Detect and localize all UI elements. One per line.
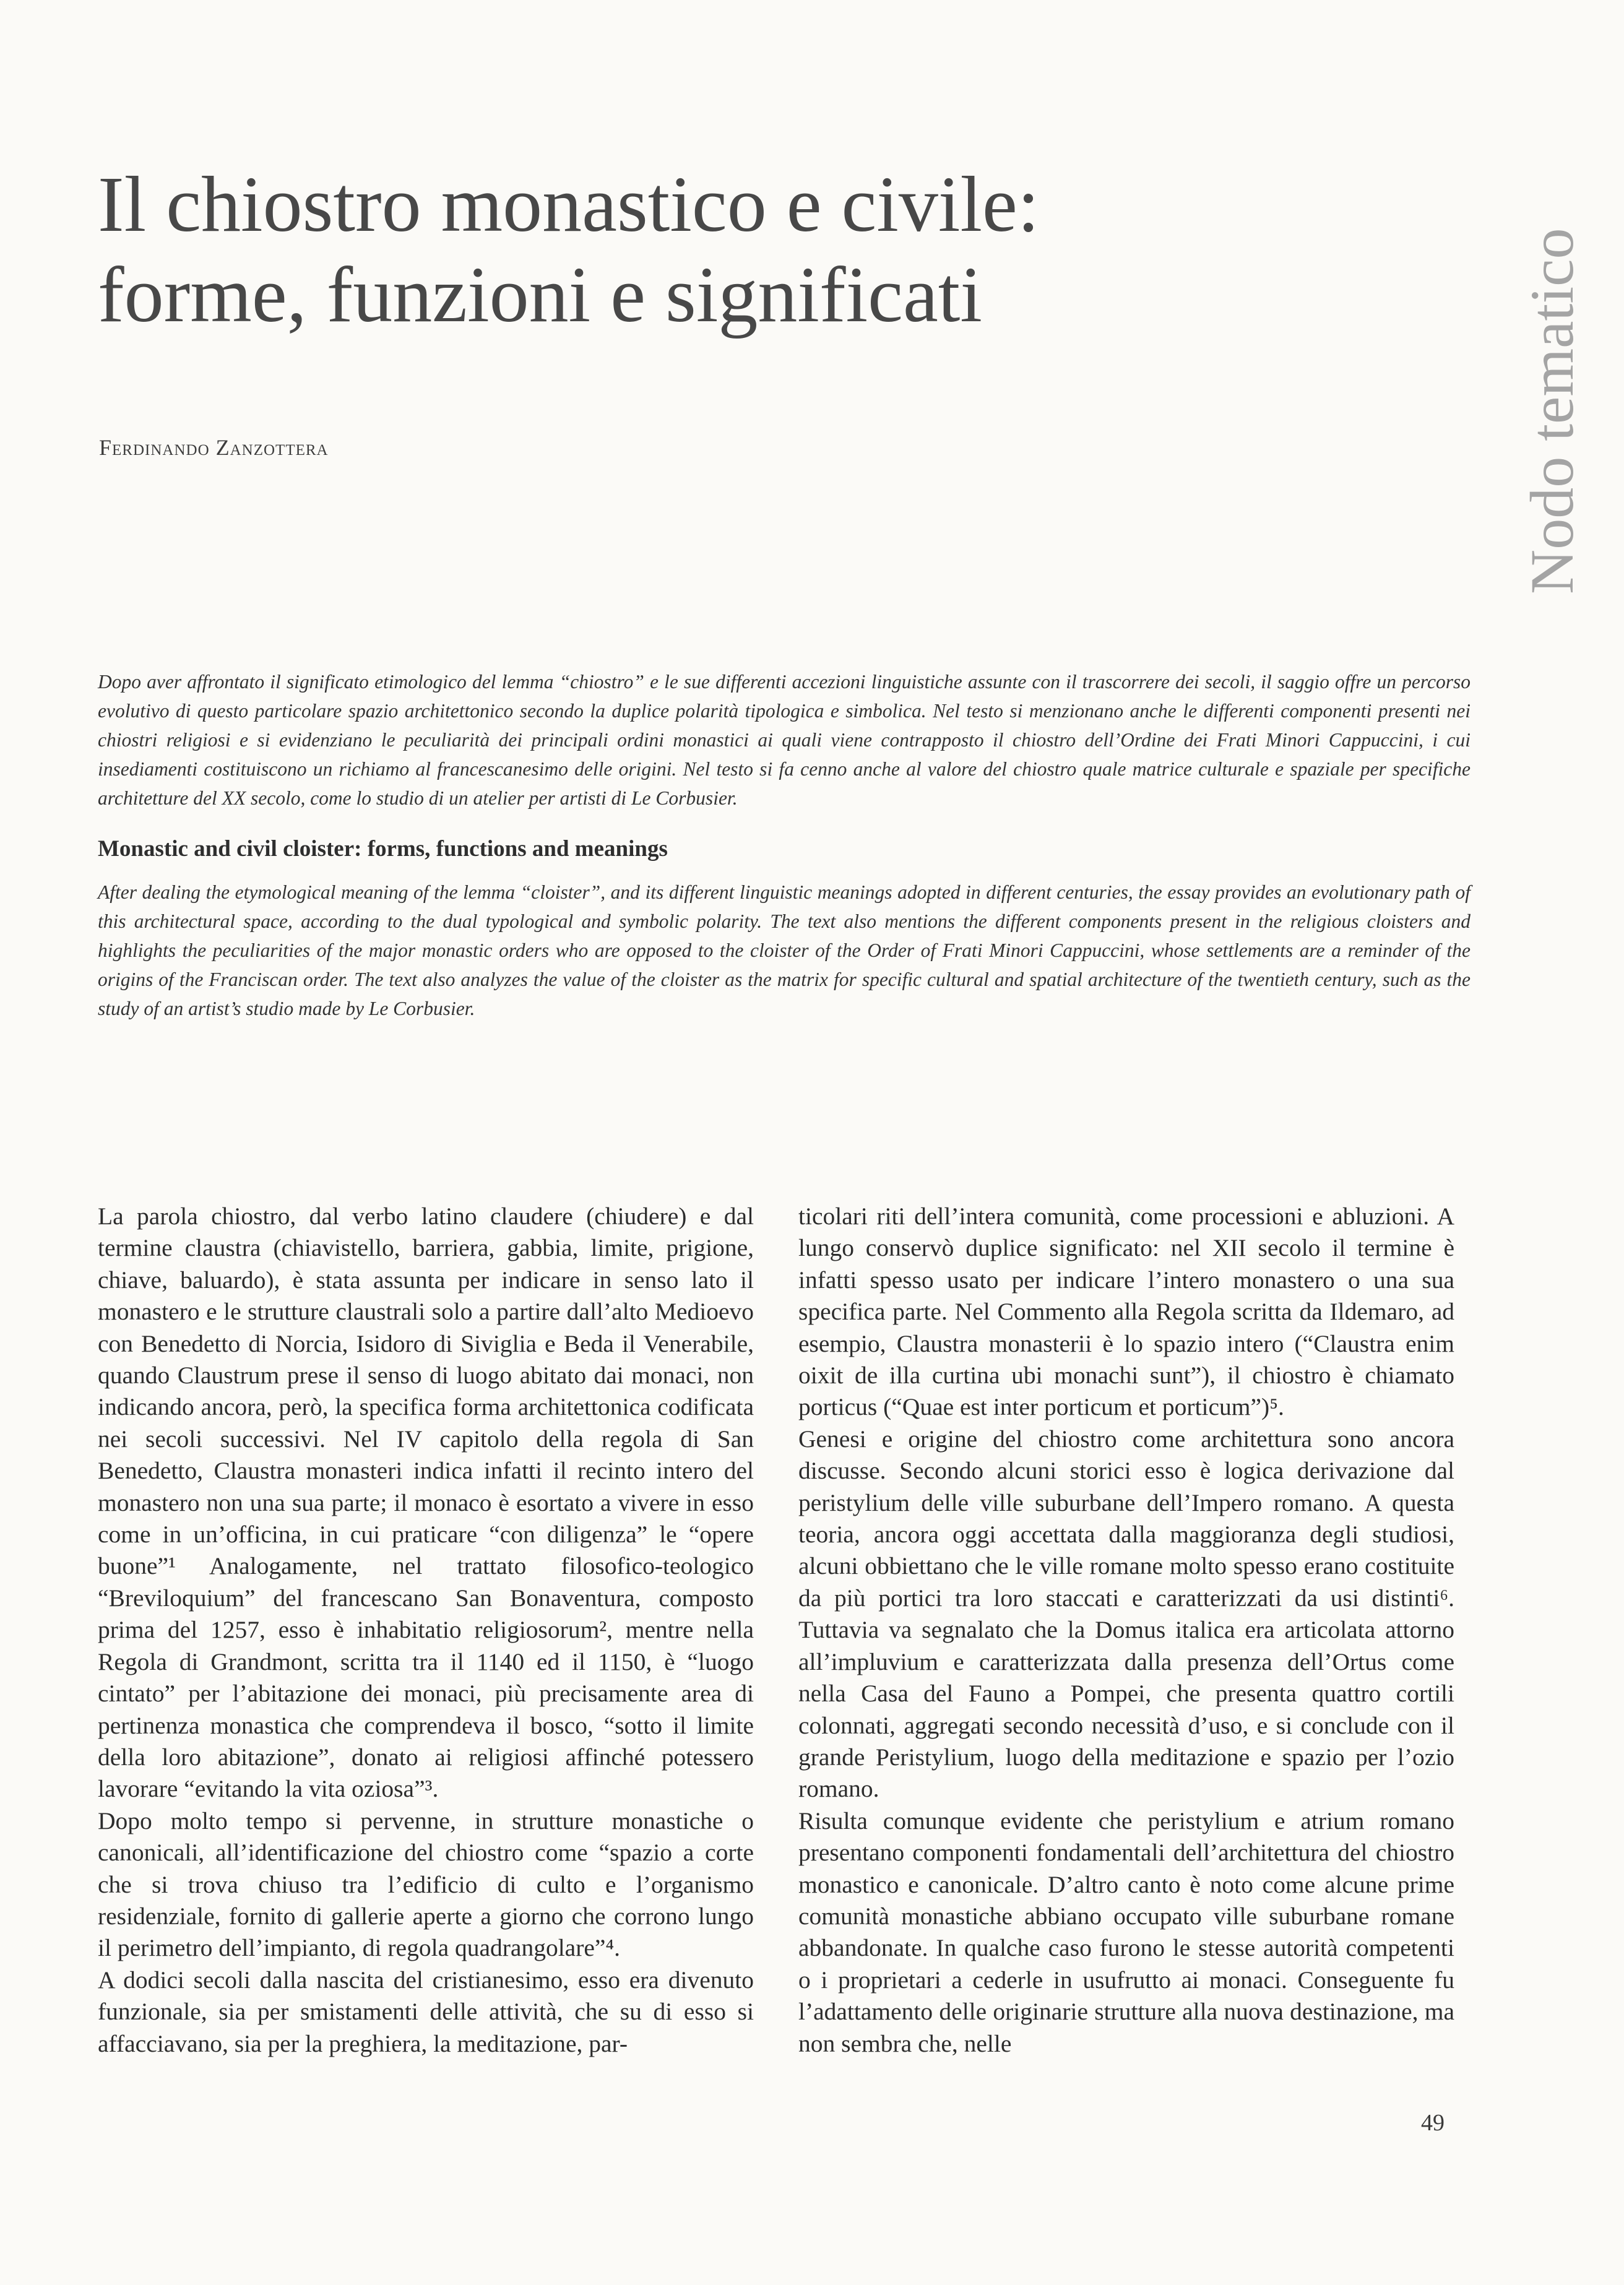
- abstract-english: After dealing the etymological meaning of the lemma “cloister”, and its different linguistic meanings adopted in different centuries, the essay provides an evolutionary path of this architectural space, according to the dual typological and symbolic polarity. The text also mentions the different components present in the religious cloisters and highlights the peculiarities of the major monastic orders who are opposed to the cloister of the Order of Frati Minori Cappuccini, whose settlements are a reminder of the origins of the Franciscan order. The text also analyzes the value of the cloister as the matrix for specific cultural and spatial architecture of the twentieth century, such as the study of an artist’s studio made by Le Corbusier.: [98, 881, 1471, 1019]
- body-paragraph: A dodici secoli dalla nascita del cristianesimo, esso era divenuto funzionale, sia per smistamenti delle attività, che su di esso si affacciavano, sia per la preghiera, la meditazione, par-: [98, 1966, 754, 2057]
- body-paragraph: ticolari riti dell’intera comunità, come processioni e abluzioni. A lungo conservò duplice significato: nel XII secolo il termine è infatti spesso usato per indicare l’intero monastero o una sua specifica parte. Nel Commento alla Regola scritta da Ildemaro, ad esempio, Claustra monasterii è lo spazio intero (“Claustra enim oixit de illa curtina ubi monachi sunt”), il chiostro è chiamato porticus (“Quae est inter porticum et porticum”)⁵.: [798, 1203, 1454, 1421]
- body-paragraph: La parola chiostro, dal verbo latino claudere (chiudere) e dal termine claustra (chiavistello, barriera, gabbia, limite, prigione, chiave, baluardo), è stata assunta per indicare in senso lato il monastero e le strutture claustrali solo a partire dall’alto Medioevo con Benedetto di Norcia, Isidoro di Siviglia e Beda il Venerabile, quando Claustrum prese il senso di luogo abitato dai monaci, non indicando ancora, però, la specifica forma architettonica codificata nei secoli successivi. Nel IV capitolo della regola di San Benedetto, Claustra monasteri indica infatti il recinto intero del monastero non una sua parte; il monaco è esortato a vivere in esso come in un’officina, in cui praticare “con diligenza” le “opere buone”¹ Analogamente, nel trattato filosofico-teologico “Breviloquium” del francescano San Bonaventura, composto prima del 1257, esso è inhabitatio religiosorum², mentre nella Regola di Grandmont, scritta tra il 1140 ed il 1150, è “luogo cintato” per l’abitazione dei monaci, più precisamente area di pertinenza monastica che comprendeva il bosco, “sotto il limite della loro abitazione”, donato ai religiosi affinché potessero lavorare “evitando la vita oziosa”³.: [98, 1203, 754, 1803]
- title-line-2: forme, funzioni e significati: [98, 250, 982, 339]
- article-title: [98, 160, 1274, 340]
- body-column-left: [98, 1201, 754, 2060]
- author-name: Ferdinando Zanzottera: [99, 435, 329, 460]
- body-column-right: [798, 1201, 1454, 2060]
- body-paragraph: Risulta comunque evidente che peristylium e atrium romano presentano componenti fondamentali dell’architettura del chiostro monastico e canonicale. D’altro canto è noto come alcune prime comunità monastiche abbiano occupato ville suburbane romane abbandonate. In qualche caso furono le stesse autorità competenti o i proprietari a cederle in usufrutto ai monaci. Conseguente fu l’adattamento delle originarie strutture alla nuova destinazione, ma non sembra che, nelle: [798, 1807, 1454, 2057]
- page-number: 49: [1421, 2110, 1445, 2136]
- body-paragraph: Genesi e origine del chiostro come architettura sono ancora discusse. Secondo alcuni storici esso è logica derivazione dal peristylium delle ville suburbane dell’Impero romano. A questa teoria, ancora oggi accettata dalla maggioranza degli studiosi, alcuni obbiettano che le ville romane molto spesso erano costituite da più portici tra loro staccati e caratterizzati da usi distinti⁶. Tuttavia va segnalato che la Domus italica era articolata attorno all’impluvium e caratterizzata dalla presenza dell’Ortus come nella Casa del Fauno a Pompei, che presenta quattro cortili colonnati, aggregati secondo necessità d’uso, e si conclude con il grande Peristylium, luogo della meditazione e spazio per l’ozio romano.: [798, 1425, 1454, 1803]
- body-paragraph: Dopo molto tempo si pervenne, in strutture monastiche o canonicali, all’identificazione del chiostro come “spazio a corte che si trova chiuso tra l’edificio di culto e l’organismo residenziale, fornito di gallerie aperte a giorno che corrono lungo il perimetro dell’impianto, di regola quadrangolare”⁴.: [98, 1807, 754, 1962]
- abstract-italian: Dopo aver affrontato il significato etimologico del lemma “chiostro” e le sue differenti accezioni linguistiche assunte con il trascorrere dei secoli, il saggio offre un percorso evolutivo di questo particolare spazio architettonico secondo la duplice polarità tipologica e simbolica. Nel testo si menzionano anche le differenti componenti presenti nei chiostri religiosi e si evidenziano le peculiarità dei principali ordini monastici ai quali viene contrapposto il chiostro dell’Ordine dei Frati Minori Cappuccini, i cui insediamenti costituiscono un richiamo al francescanesimo delle origini. Nel testo si fa cenno anche al valore del chiostro quale matrice culturale e spaziale per specifiche architetture del XX secolo, come lo studio di un atelier per artisti di Le Corbusier.: [98, 671, 1471, 809]
- section-sidebar-label: Nodo tematico: [1518, 228, 1586, 594]
- english-title-heading: Monastic and civil cloister: forms, functions and meanings: [98, 836, 668, 862]
- title-line-1: Il chiostro monastico e civile:: [98, 160, 1040, 248]
